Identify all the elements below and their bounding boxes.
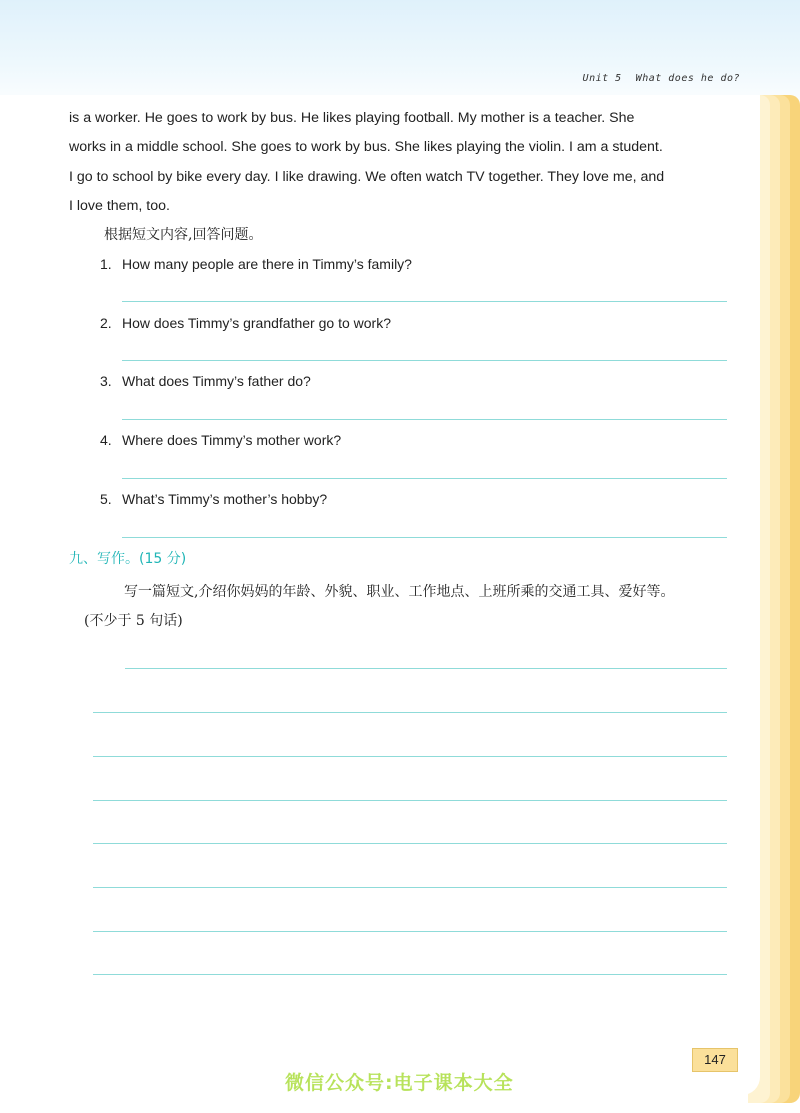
question-text: How does Timmy’s grandfather go to work? [122, 315, 391, 331]
question-number: 5. [100, 491, 112, 507]
answer-line[interactable] [122, 478, 727, 479]
running-header [583, 73, 740, 84]
writing-line[interactable] [93, 712, 727, 713]
passage-line: works in a middle school. She goes to work by bus. She likes playing the violin. I am a student. [69, 139, 663, 156]
writing-line[interactable] [93, 843, 727, 844]
question-text: What does Timmy’s father do? [122, 373, 311, 389]
header-title: What does he do? [635, 73, 740, 84]
question-item [100, 491, 327, 507]
answer-line[interactable] [122, 537, 727, 538]
questions-instruction: 根据短文内容,回答问题。 [104, 227, 263, 243]
answer-line[interactable] [122, 360, 727, 361]
writing-line[interactable] [93, 887, 727, 888]
page-number: 147 [692, 1048, 738, 1072]
writing-line[interactable] [93, 800, 727, 801]
writing-line[interactable] [93, 974, 727, 975]
writing-section-title: 九、写作。(15 分) [69, 551, 187, 567]
writing-line[interactable] [93, 756, 727, 757]
writing-instruction-text: 写一篇短文,介绍你妈妈的年龄、外貌、职业、工作地点、上班所乘的交通工具、爱好等。 [124, 584, 675, 600]
question-item [100, 373, 311, 389]
question-text: How many people are there in Timmy’s family? [122, 256, 412, 272]
passage-line: is a worker. He goes to work by bus. He likes playing football. My mother is a teacher. She [69, 110, 635, 126]
writing-instruction-note: (不少于 5 句话) [84, 613, 183, 629]
watermark-text: 微信公众号:电子课本大全 [285, 1072, 514, 1094]
passage-line: I go to school by bike every day. I like drawing. We often watch TV together. They love me, and [69, 168, 665, 185]
question-number: 3. [100, 373, 112, 389]
question-item [100, 432, 341, 448]
question-number: 4. [100, 432, 112, 448]
header-unit: Unit 5 [582, 73, 622, 84]
answer-line[interactable] [122, 419, 727, 420]
writing-line[interactable] [93, 931, 727, 932]
question-number: 1. [100, 256, 112, 272]
question-number: 2. [100, 315, 112, 331]
writing-line[interactable] [125, 668, 727, 669]
question-text: What’s Timmy’s mother’s hobby? [122, 491, 328, 507]
writing-instruction [84, 578, 732, 636]
question-item [100, 256, 412, 272]
question-text: Where does Timmy’s mother work? [122, 432, 342, 448]
passage-line: I love them, too. [69, 197, 170, 214]
reading-passage [69, 104, 729, 221]
answer-line[interactable] [122, 301, 727, 302]
question-item [100, 315, 391, 331]
